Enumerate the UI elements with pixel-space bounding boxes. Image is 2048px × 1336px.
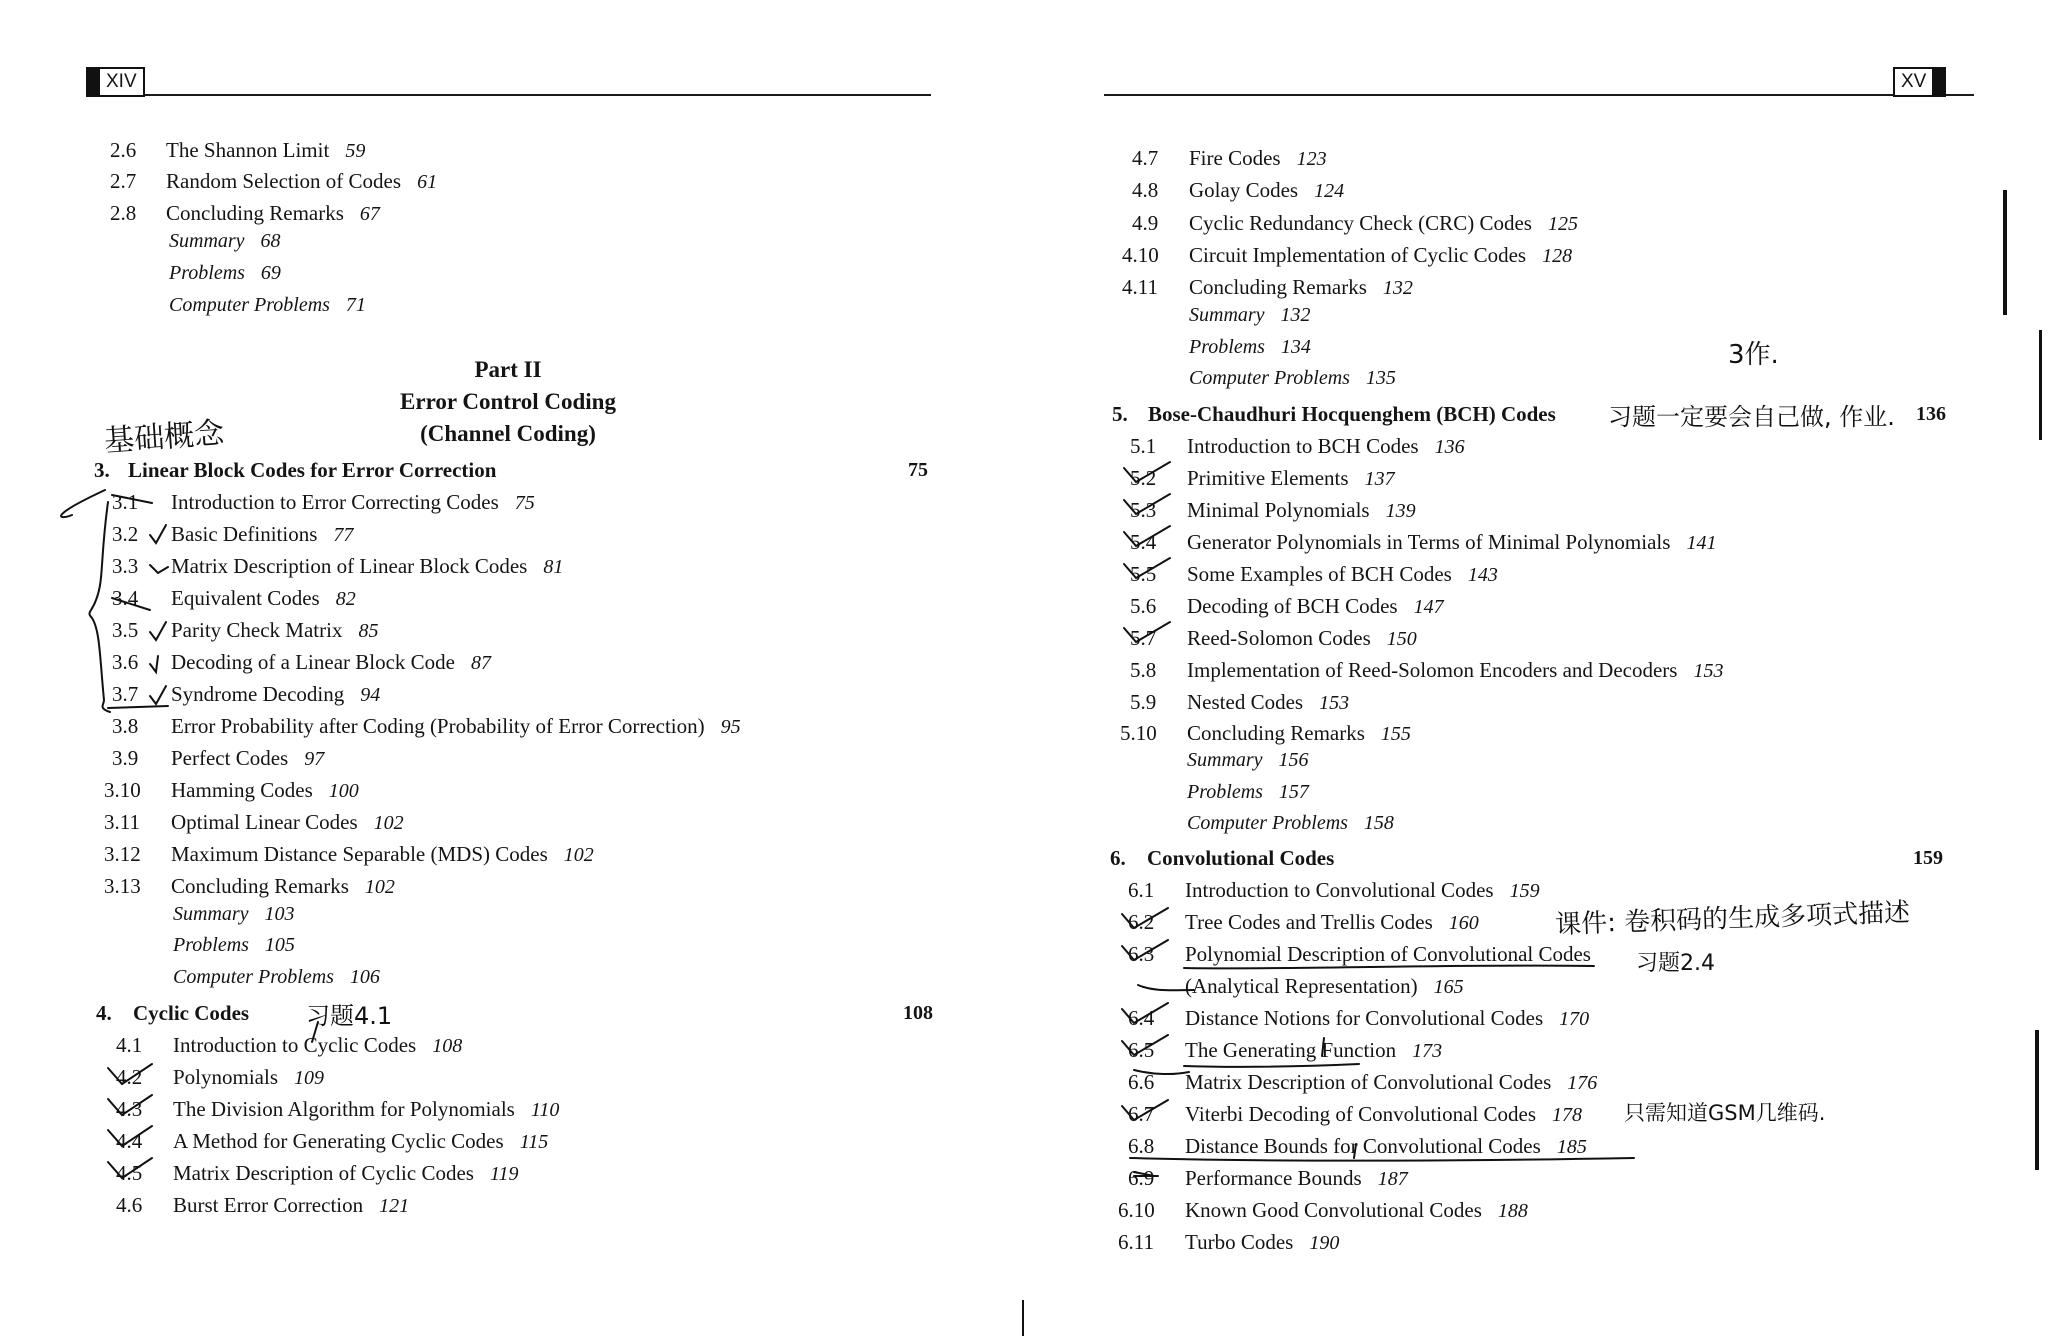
section-number: 6.8	[1128, 1134, 1155, 1158]
section-number: 3.2	[112, 522, 139, 546]
section-number: 5.1	[1130, 434, 1157, 458]
section-number: 6.5	[1128, 1038, 1155, 1062]
section-page: 137	[1364, 468, 1395, 490]
section-number: 4.7	[1132, 146, 1159, 170]
section-title: Implementation of Reed-Solomon Encoders and Decoders 153	[1187, 658, 1724, 682]
section-title: Concluding Remarks 132	[1189, 275, 1413, 299]
section-page: 77	[333, 524, 354, 546]
section-number: 4.10	[1122, 243, 1159, 267]
section-title: Reed-Solomon Codes 150	[1187, 626, 1417, 650]
handwritten-note: 习题2.4	[1636, 951, 1715, 976]
section-number: 4.8	[1132, 178, 1159, 202]
section-page: 147	[1413, 596, 1444, 618]
handwritten-marks	[1024, 0, 2048, 1336]
section-number: 6.1	[1128, 878, 1155, 902]
section-title: Decoding of BCH Codes 147	[1187, 594, 1444, 618]
sub-entry: Computer Problems 158	[1187, 812, 1394, 834]
section-title: Nested Codes 153	[1187, 690, 1350, 714]
section-page: 102	[563, 844, 594, 866]
section-number: 5.2	[1130, 466, 1157, 490]
sub-entry: Summary 68	[169, 230, 281, 252]
section-page: 178	[1552, 1104, 1583, 1126]
section-page: 102	[364, 876, 395, 898]
scan-edge-mark	[1022, 1300, 1024, 1336]
handwritten-note: 习题4.1	[306, 1002, 393, 1030]
section-number: 3.1	[112, 490, 139, 514]
section-page: 141	[1686, 532, 1717, 554]
section-number: 3.8	[112, 714, 139, 738]
section-title: The Division Algorithm for Polynomials 110	[173, 1097, 560, 1121]
sub-entry: Problems 157	[1187, 781, 1309, 803]
sub-entry: Problems 69	[169, 262, 281, 284]
section-title: Concluding Remarks 102	[171, 874, 395, 898]
chapter-title: Linear Block Codes for Error Correction	[128, 458, 497, 482]
section-title: Turbo Codes 190	[1185, 1230, 1340, 1254]
sub-entry: Problems 134	[1189, 336, 1311, 358]
chapter-number: 3.	[94, 458, 110, 482]
section-title: Viterbi Decoding of Convolutional Codes 178	[1185, 1102, 1583, 1126]
section-title: Matrix Description of Convolutional Codes 176	[1185, 1070, 1598, 1094]
section-title: Introduction to Convolutional Codes 159	[1185, 878, 1540, 902]
section-number: 2.8	[110, 201, 137, 225]
section-page: 185	[1556, 1136, 1587, 1158]
handwritten-note: 基础概念	[103, 415, 226, 460]
section-page: 132	[1382, 277, 1413, 299]
sub-entry: Computer Problems 71	[169, 294, 366, 316]
section-number: 5.10	[1120, 721, 1157, 745]
part-title: Error Control Coding	[400, 389, 616, 414]
section-page: 187	[1377, 1168, 1408, 1190]
section-title: Circuit Implementation of Cyclic Codes 128	[1189, 243, 1573, 267]
section-page: 173	[1412, 1040, 1443, 1062]
section-title: Error Probability after Coding (Probability of Error Correction) 95	[171, 714, 741, 738]
section-page: 81	[543, 556, 564, 578]
section-number: 2.6	[110, 138, 137, 162]
chapter-title: Bose-Chaudhuri Hocquenghem (BCH) Codes	[1148, 402, 1556, 426]
section-page: 125	[1547, 213, 1578, 235]
section-page: 139	[1385, 500, 1416, 522]
section-title: Primitive Elements 137	[1187, 466, 1395, 490]
section-title: Known Good Convolutional Codes 188	[1185, 1198, 1528, 1222]
section-number: 6.7	[1128, 1102, 1155, 1126]
section-number: 5.5	[1130, 562, 1157, 586]
section-page: 119	[489, 1163, 519, 1185]
section-page: 170	[1559, 1008, 1590, 1030]
chapter-page: 108	[903, 1002, 933, 1024]
scan-edge-mark	[2039, 330, 2042, 440]
section-title: Distance Notions for Convolutional Codes 170	[1185, 1006, 1590, 1030]
chapter-number: 6.	[1110, 846, 1126, 870]
section-title: Decoding of a Linear Block Code 87	[171, 650, 491, 674]
section-title: Tree Codes and Trellis Codes 160	[1185, 910, 1479, 934]
section-number: 3.4	[112, 586, 139, 610]
section-number: 3.5	[112, 618, 139, 642]
handwritten-note: 3作.	[1728, 340, 1779, 370]
section-number: 6.3	[1128, 942, 1155, 966]
section-page: 143	[1467, 564, 1498, 586]
section-title: A Method for Generating Cyclic Codes 115	[173, 1129, 549, 1153]
section-number: 6.10	[1118, 1198, 1155, 1222]
handwritten-note: 只需知道GSM几维码.	[1624, 1101, 1826, 1125]
section-number: 3.12	[104, 842, 141, 866]
chapter-title: Cyclic Codes	[133, 1001, 250, 1025]
section-number: 4.2	[116, 1065, 143, 1089]
section-title: Random Selection of Codes 61	[166, 169, 438, 193]
section-title: Polynomial Description of Convolutional Codes	[1185, 942, 1591, 966]
section-page: 115	[519, 1131, 549, 1153]
sub-entry: Problems 105	[173, 934, 295, 956]
section-number: 3.3	[112, 554, 139, 578]
section-number: 4.9	[1132, 211, 1159, 235]
section-title: Some Examples of BCH Codes 143	[1187, 562, 1498, 586]
section-number: 5.3	[1130, 498, 1157, 522]
section-number: 3.11	[104, 810, 140, 834]
section-page: 82	[335, 588, 356, 610]
chapter-number: 5.	[1112, 402, 1128, 426]
part-subtitle: (Channel Coding)	[420, 421, 596, 446]
section-number: 3.9	[112, 746, 139, 770]
sub-entry: Computer Problems 135	[1189, 367, 1396, 389]
sub-entry: Summary 103	[173, 903, 295, 925]
section-number: 4.5	[116, 1161, 143, 1185]
section-title: Maximum Distance Separable (MDS) Codes 102	[171, 842, 594, 866]
section-page: 110	[530, 1099, 560, 1121]
section-title: Concluding Remarks 67	[166, 201, 380, 225]
section-page: 160	[1448, 912, 1479, 934]
right-page	[1024, 0, 2048, 1336]
section-page: 85	[358, 620, 379, 642]
chapter-page: 75	[908, 459, 928, 481]
section-title: Generator Polynomials in Terms of Minimal Polynomials 141	[1187, 530, 1717, 554]
chapter-page: 136	[1916, 403, 1946, 425]
section-page: 153	[1319, 692, 1350, 714]
section-page: 159	[1509, 880, 1540, 902]
section-number: 4.4	[116, 1129, 143, 1153]
section-number: 4.3	[116, 1097, 143, 1121]
section-title: Performance Bounds 187	[1185, 1166, 1408, 1190]
section-number: 5.4	[1130, 530, 1157, 554]
section-number: 6.11	[1118, 1230, 1154, 1254]
section-title: Matrix Description of Cyclic Codes 119	[173, 1161, 519, 1185]
section-title: Fire Codes 123	[1189, 146, 1327, 170]
section-title: Basic Definitions 77	[171, 522, 354, 546]
section-page: 102	[373, 812, 404, 834]
part-label: Part II	[474, 357, 542, 382]
section-title: Cyclic Redundancy Check (CRC) Codes 125	[1189, 211, 1578, 235]
section-page: 165	[1433, 976, 1464, 998]
section-title: Golay Codes 124	[1189, 178, 1345, 202]
section-page: 97	[304, 748, 325, 770]
chapter-number: 4.	[96, 1001, 112, 1025]
section-number: 4.6	[116, 1193, 143, 1217]
section-number: 2.7	[110, 169, 137, 193]
page-number-right: XV	[1893, 67, 1946, 97]
scan-edge-mark	[2003, 190, 2007, 315]
section-page: 121	[379, 1195, 410, 1217]
section-page: 87	[471, 652, 491, 674]
section-number: 3.7	[112, 682, 139, 706]
section-page: 176	[1567, 1072, 1598, 1094]
section-title: Syndrome Decoding 94	[171, 682, 381, 706]
section-number: 4.1	[116, 1033, 143, 1057]
section-title: The Generating Function 173	[1185, 1038, 1443, 1062]
section-number: 6.6	[1128, 1070, 1155, 1094]
section-number: 4.11	[1122, 275, 1158, 299]
section-number: 3.13	[104, 874, 141, 898]
section-page: 155	[1380, 723, 1411, 745]
page-number-left: XIV	[86, 67, 145, 97]
section-page: 109	[294, 1067, 325, 1089]
section-page: 188	[1497, 1200, 1528, 1222]
section-page: 136	[1434, 436, 1465, 458]
section-number: 6.2	[1128, 910, 1155, 934]
section-title: Hamming Codes 100	[171, 778, 359, 802]
handwritten-note: 课件: 卷积码的生成多项式描述	[1554, 897, 1911, 941]
section-page: 128	[1542, 245, 1573, 267]
section-title: Introduction to Error Correcting Codes 75	[171, 490, 535, 514]
section-number: 5.8	[1130, 658, 1157, 682]
section-title: Concluding Remarks 155	[1187, 721, 1411, 745]
section-title: Optimal Linear Codes 102	[171, 810, 404, 834]
section-title: Introduction to Cyclic Codes 108	[173, 1033, 463, 1057]
sub-entry: Summary 132	[1189, 304, 1311, 326]
sub-entry: Computer Problems 106	[173, 966, 380, 988]
section-title: Perfect Codes 97	[171, 746, 325, 770]
section-number: 6.9	[1128, 1166, 1155, 1190]
handwritten-note: 习题一定要会自己做, 作业.	[1608, 403, 1895, 431]
section-title: Parity Check Matrix 85	[171, 618, 379, 642]
section-title: Introduction to BCH Codes 136	[1187, 434, 1465, 458]
section-page: 123	[1296, 148, 1327, 170]
chapter-page: 159	[1913, 847, 1943, 869]
section-title: The Shannon Limit 59	[166, 138, 366, 162]
section-page: 190	[1309, 1232, 1340, 1254]
section-page: 153	[1693, 660, 1724, 682]
section-title: Burst Error Correction 121	[173, 1193, 410, 1217]
section-page: 94	[360, 684, 381, 706]
section-number: 3.6	[112, 650, 139, 674]
section-page: 124	[1314, 180, 1345, 202]
section-title: Distance Bounds for Convolutional Codes 185	[1185, 1134, 1587, 1158]
section-page: 150	[1386, 628, 1417, 650]
chapter-title: Convolutional Codes	[1147, 846, 1335, 870]
section-page: 108	[432, 1035, 463, 1057]
section-title: Polynomials 109	[173, 1065, 325, 1089]
section-number: 6.4	[1128, 1006, 1155, 1030]
sub-entry: Summary 156	[1187, 749, 1309, 771]
section-number: 3.10	[104, 778, 141, 802]
section-page: 95	[720, 716, 741, 738]
scan-edge-mark	[2035, 1030, 2039, 1170]
section-number: 5.7	[1130, 626, 1157, 650]
section-title: Matrix Description of Linear Block Codes 81	[171, 554, 564, 578]
section-number: 5.9	[1130, 690, 1157, 714]
section-title: (Analytical Representation) 165	[1185, 974, 1464, 998]
section-number: 5.6	[1130, 594, 1157, 618]
section-page: 75	[514, 492, 535, 514]
section-title: Minimal Polynomials 139	[1187, 498, 1416, 522]
section-page: 100	[328, 780, 359, 802]
section-title: Equivalent Codes 82	[171, 586, 356, 610]
